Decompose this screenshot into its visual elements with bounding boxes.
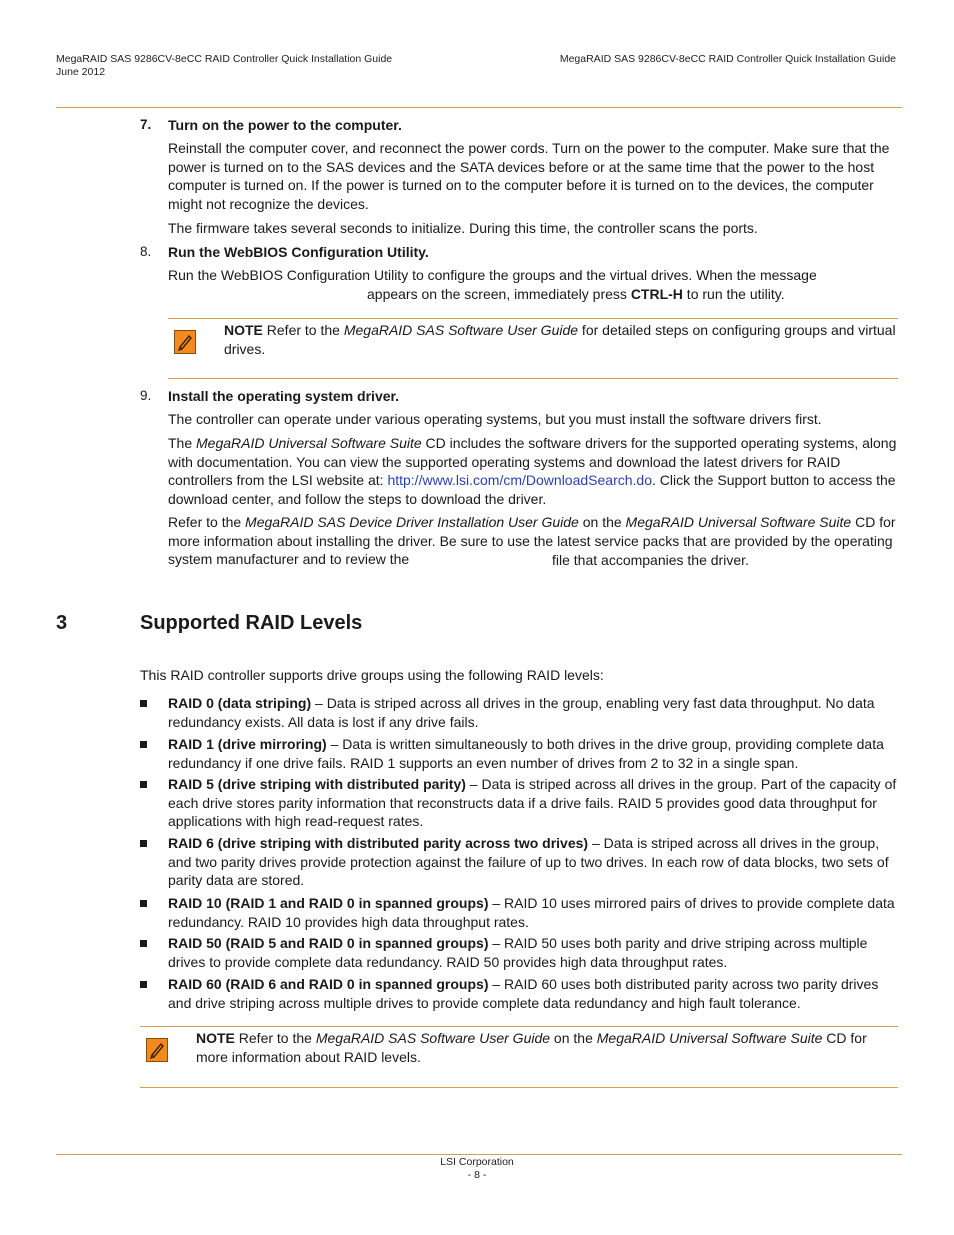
note-1-text	[224, 321, 896, 358]
note-2-suite: MegaRAID Universal Software Suite	[596, 1030, 823, 1046]
section-number: 3	[56, 612, 68, 634]
step-8-paragraph-line-1: Run the WebBIOS Configuration Utility to configure the groups and the virtual drives. When the message	[168, 267, 817, 283]
note-2-top-rule	[140, 1026, 898, 1027]
section-intro: This RAID controller supports drive groups using the following RAID levels:	[140, 667, 604, 683]
note-1-guide-title: MegaRAID SAS Software User Guide	[343, 322, 579, 338]
page-number: - 8 -	[467, 1169, 487, 1181]
step-9-p3-mid: on the	[578, 514, 626, 530]
list-item	[168, 834, 898, 890]
note-2-bottom-rule	[140, 1087, 898, 1088]
raid-level-label: RAID 0 (data striping)	[168, 695, 312, 711]
raid-level-description: – RAID 60 uses both distributed parity across two parity drives and drive striping across multiple drives to provide complete data redundancy and high fault tolerance.	[168, 976, 879, 1011]
step-7-title: Turn on the power to the computer.	[168, 117, 402, 133]
bullet-marker	[140, 981, 147, 988]
ctrl-h-key: CTRL-H	[630, 286, 683, 302]
raid-level-label: RAID 10 (RAID 1 and RAID 0 in spanned groups)	[168, 895, 489, 911]
step-9-paragraph-2	[168, 434, 898, 509]
step-8-text-pre: appears on the screen, immediately press	[367, 286, 631, 302]
raid-level-label: RAID 5 (drive striping with distributed parity)	[168, 776, 466, 792]
bullet-marker	[140, 900, 147, 907]
header-date: June 2012	[56, 66, 106, 78]
download-search-link[interactable]: http://www.lsi.com/cm/DownloadSearch.do	[387, 472, 652, 489]
footer-company: LSI Corporation	[440, 1156, 514, 1168]
raid-level-description: – RAID 50 uses both parity and drive striping across multiple drives to provide complete data redundancy. RAID 50 provides high data throughput rates.	[168, 935, 868, 970]
note-1-top-rule	[168, 318, 898, 319]
step-9-number: 9.	[140, 388, 152, 403]
raid-level-label: RAID 1 (drive mirroring)	[168, 736, 327, 752]
step-9-p2-pre: The	[168, 435, 197, 451]
raid-level-description: – Data is striped across all drives in the group, enabling very fast data throughput. No data redundancy exists. All data is lost if any drive fails.	[168, 695, 875, 730]
note-2-post: CD for more information about RAID levels.	[196, 1030, 867, 1065]
note-2-guide-title: MegaRAID SAS Software User Guide	[315, 1030, 551, 1046]
step-9-p3-post: CD for more information about installing the driver. Be sure to use the latest service packs that are provided by the operating system manufacturer and to review the	[168, 514, 896, 568]
step-8-paragraph-line-2	[367, 285, 897, 304]
step-9-p3-driver-guide: MegaRAID SAS Device Driver Installation User Guide	[245, 514, 579, 530]
step-7-number: 7.	[140, 117, 152, 132]
raid-level-description: – RAID 10 uses mirrored pairs of drives to provide complete data redundancy. RAID 10 provides high data throughput rates.	[168, 895, 895, 930]
step-7-paragraph-2: The firmware takes several seconds to initialize. During this time, the controller scans the ports.	[168, 220, 758, 236]
note-1-post: for detailed steps on configuring groups and virtual drives.	[224, 322, 896, 357]
step-9-p3-end: file that accompanies the driver.	[552, 552, 749, 568]
bullet-marker	[140, 940, 147, 947]
step-8-text-post: to run the utility.	[682, 286, 785, 302]
list-item	[168, 894, 898, 931]
footer-rule	[56, 1154, 902, 1155]
bullet-marker	[140, 781, 147, 788]
note-pencil-icon	[174, 330, 196, 354]
step-9-paragraph-1: The controller can operate under various operating systems, but you must install the software drivers first.	[168, 411, 822, 427]
note-1-bottom-rule	[168, 378, 898, 379]
list-item	[168, 735, 898, 772]
note-2-pre: Refer to the	[234, 1030, 316, 1046]
bullet-marker	[140, 840, 147, 847]
step-9-p2-post: . Click the Support button to access the download center, and follow the steps to download the driver.	[168, 472, 896, 508]
note-2-mid: on the	[550, 1030, 597, 1046]
raid-level-label: RAID 50 (RAID 5 and RAID 0 in spanned groups)	[168, 935, 489, 951]
bullet-marker	[140, 700, 147, 707]
raid-level-description: – Data is striped across all drives in the group. Part of the capacity of each drive stores parity information that reconstructs data if a drive fails. RAID 5 provides good data throughput for applications with high read-request rates.	[168, 776, 897, 830]
step-8-number: 8.	[140, 244, 152, 259]
step-8-title: Run the WebBIOS Configuration Utility.	[168, 244, 429, 260]
list-item	[168, 694, 898, 731]
note-pencil-icon	[146, 1038, 168, 1062]
raid-level-label: RAID 60 (RAID 6 and RAID 0 in spanned groups)	[168, 976, 489, 992]
header-rule	[56, 107, 902, 108]
note-1-label: NOTE	[224, 322, 263, 338]
step-9-p3-suite: MegaRAID Universal Software Suite	[625, 514, 852, 530]
note-2-text	[196, 1029, 896, 1066]
header-doc-title: MegaRAID SAS 9286CV-8eCC RAID Controller Quick Installation Guide	[56, 53, 393, 65]
step-7-paragraph-1: Reinstall the computer cover, and reconnect the power cords. Turn on the power to the computer. Make sure that the power is turned on to the SAS devices and the SATA devices before or at the same time that the power to the host computer is turned on. If the power is turned on to the computer before it is turned on to the devices, the computer might not recognize the devices.	[168, 140, 890, 213]
list-item	[168, 975, 898, 1012]
raid-level-description: – Data is striped across all drives in the group, and two parity drives provide protection against the failure of up to two drives. In each row of data blocks, two sets of parity data are stored.	[168, 835, 889, 889]
list-item	[168, 934, 898, 971]
note-2-label: NOTE	[196, 1030, 235, 1046]
bullet-marker	[140, 741, 147, 748]
raid-level-label: RAID 6 (drive striping with distributed parity across two drives)	[168, 835, 589, 851]
section-title: Supported RAID Levels	[140, 612, 363, 634]
list-item	[168, 775, 898, 831]
raid-level-description: – Data is written simultaneously to both drives in the drive group, providing complete data redundancy if one drive fails. RAID 1 supports an even number of drives from 2 to 32 in a single span.	[168, 736, 884, 771]
step-9-title: Install the operating system driver.	[168, 388, 400, 404]
header-doc-title-right: MegaRAID SAS 9286CV-8eCC RAID Controller Quick Installation Guide	[559, 53, 896, 65]
step-9-p2-suite: MegaRAID Universal Software Suite	[196, 435, 422, 451]
running-header-left	[56, 53, 392, 79]
step-9-p3-pre: Refer to the	[168, 514, 246, 530]
note-1-pre: Refer to the	[262, 322, 344, 338]
step-9-p2-mid: CD includes the software drivers for the supported operating systems, along with documentation. You can view the supported operating systems and download the latest drivers for RAID controllers from the LSI website at:	[168, 435, 897, 489]
